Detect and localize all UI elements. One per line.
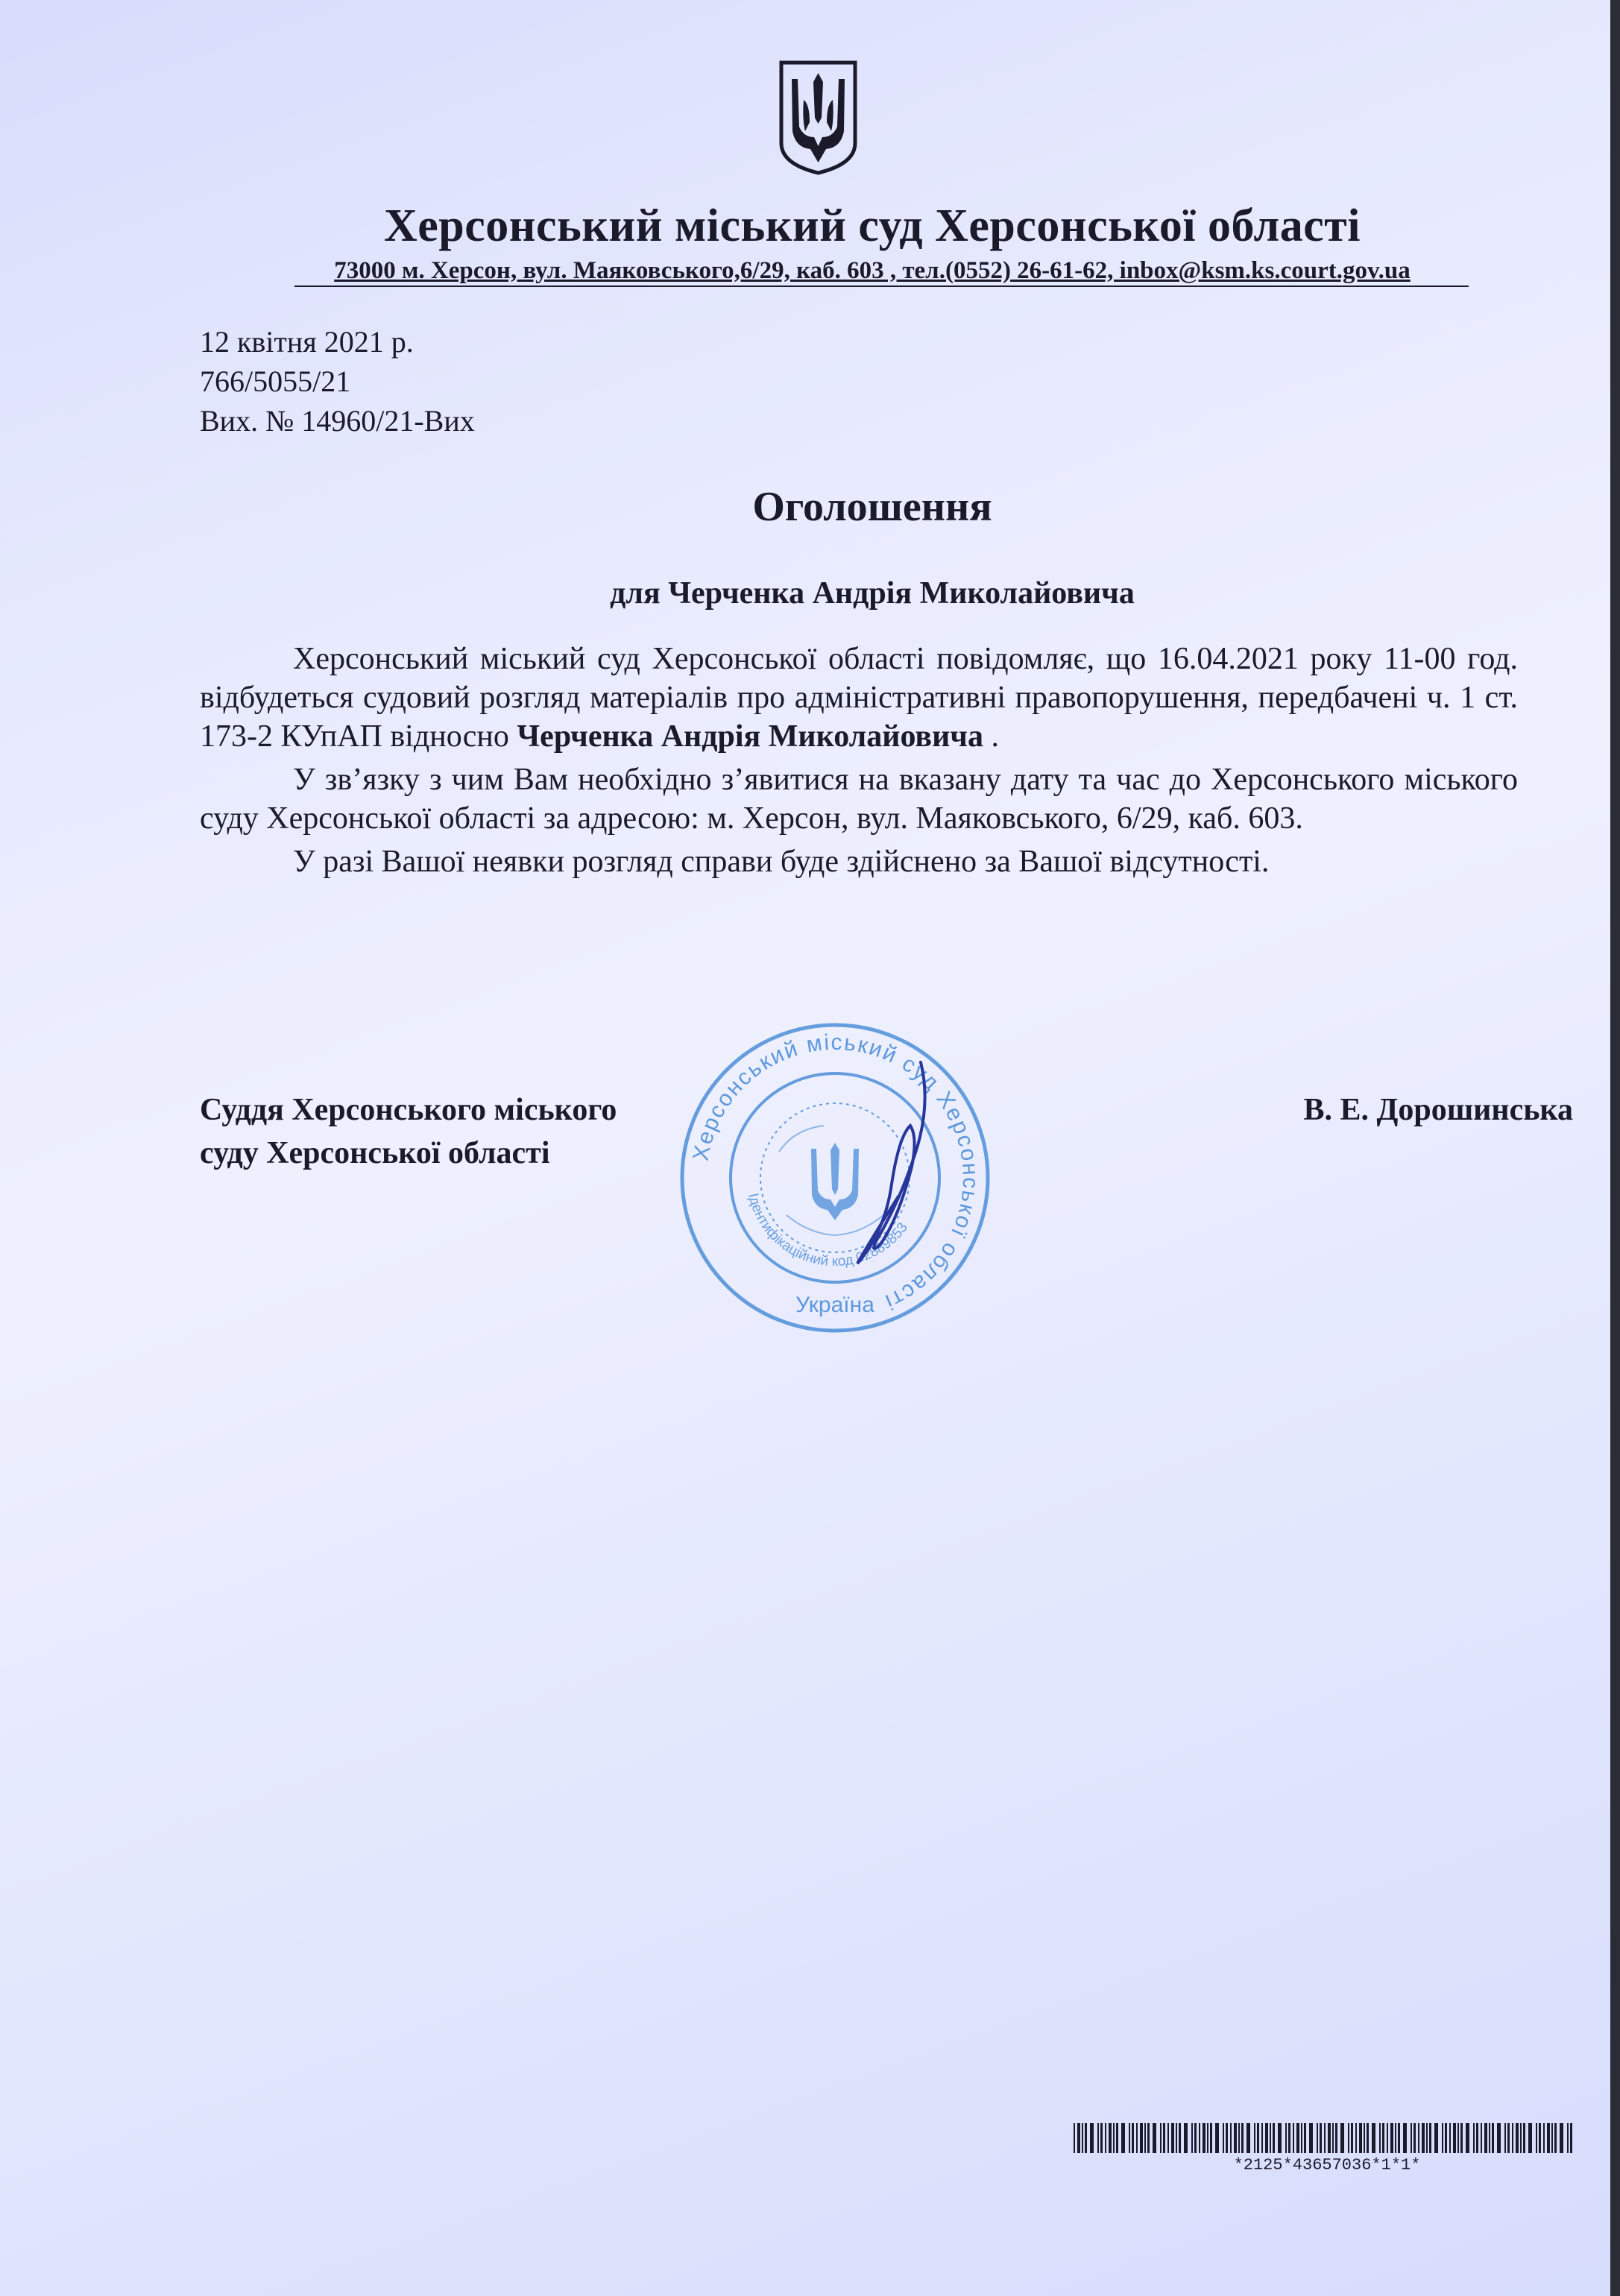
barcode-bar bbox=[1355, 2123, 1357, 2153]
barcode-bar bbox=[1320, 2123, 1322, 2153]
judge-position-line-2: суду Херсонської області bbox=[200, 1136, 550, 1170]
barcode-bar bbox=[1348, 2123, 1349, 2153]
barcode-bar bbox=[1449, 2123, 1451, 2153]
barcode-bar bbox=[1100, 2123, 1103, 2153]
barcode-bar bbox=[1296, 2123, 1299, 2153]
barcode-bar bbox=[1246, 2123, 1250, 2153]
barcode-bar bbox=[1097, 2123, 1099, 2153]
scan-edge bbox=[1610, 0, 1620, 2296]
barcode-bar bbox=[1379, 2123, 1381, 2153]
barcode-bar bbox=[1194, 2123, 1197, 2153]
barcode-bar bbox=[1234, 2123, 1237, 2153]
barcode-bar bbox=[1364, 2123, 1365, 2153]
seal-outer-text: Херсонський міський суд Херсонської області bbox=[688, 1029, 983, 1315]
barcode-bar bbox=[1257, 2123, 1259, 2153]
barcode-bar bbox=[1129, 2123, 1130, 2153]
barcode-bar bbox=[1136, 2123, 1138, 2153]
barcode-bar bbox=[1554, 2123, 1557, 2153]
barcode-bar bbox=[1359, 2123, 1362, 2153]
barcode-bar bbox=[1254, 2123, 1255, 2153]
notice-body bbox=[200, 640, 1518, 886]
barcode-bar bbox=[1395, 2123, 1396, 2153]
judge-position bbox=[200, 1088, 617, 1175]
barcode-bar bbox=[1476, 2123, 1478, 2153]
barcode-bar bbox=[1512, 2123, 1513, 2153]
barcode-bar bbox=[1567, 2123, 1569, 2153]
paragraph-1-name: Черченка Андрія Миколайовича bbox=[517, 719, 983, 754]
barcode-bar bbox=[1504, 2123, 1506, 2153]
barcode-bar bbox=[1367, 2123, 1369, 2153]
barcode-bar bbox=[1226, 2123, 1228, 2153]
barcode-bar bbox=[1285, 2123, 1287, 2153]
judge-name: В. Е. Дорошинська bbox=[1303, 1093, 1573, 1127]
barcode-bar bbox=[1351, 2123, 1353, 2153]
barcode-bar bbox=[1547, 2123, 1550, 2153]
barcode-bar bbox=[1153, 2123, 1156, 2153]
barcode-bar bbox=[1109, 2123, 1112, 2153]
barcode-bar bbox=[1426, 2123, 1428, 2153]
body-paragraph-1 bbox=[200, 640, 1518, 756]
barcode-bar bbox=[1085, 2123, 1087, 2153]
document-date: 12 квітня 2021 р. bbox=[200, 325, 414, 359]
barcode-bar bbox=[1132, 2123, 1134, 2153]
barcode-bar bbox=[1265, 2123, 1268, 2153]
barcode-bar bbox=[1481, 2123, 1482, 2153]
barcode-bar bbox=[1536, 2123, 1537, 2153]
barcode-bar bbox=[1429, 2123, 1431, 2153]
barcode-bar bbox=[1434, 2123, 1438, 2153]
barcode-bar bbox=[1551, 2123, 1553, 2153]
barcode-bar bbox=[1422, 2123, 1425, 2153]
barcode-bar bbox=[1090, 2123, 1094, 2153]
barcode-bar bbox=[1403, 2123, 1407, 2153]
header-divider bbox=[294, 286, 1469, 287]
outgoing-number: Вих. № 14960/21-Вих bbox=[200, 404, 475, 438]
barcode-bar bbox=[1301, 2123, 1302, 2153]
barcode-bar bbox=[1140, 2123, 1143, 2153]
barcode-bar bbox=[1304, 2123, 1306, 2153]
barcode-bar bbox=[1453, 2123, 1456, 2153]
seal-inner-code: Ідентифікаційний код 02889853 bbox=[745, 1191, 912, 1270]
paragraph-1-end: . bbox=[983, 719, 999, 754]
barcode-bar bbox=[1445, 2123, 1447, 2153]
barcode-bar bbox=[1523, 2123, 1525, 2153]
barcode-bar bbox=[1144, 2123, 1146, 2153]
barcode-bar bbox=[1516, 2123, 1519, 2153]
barcode-bar bbox=[1411, 2123, 1412, 2153]
barcode-bar bbox=[1191, 2123, 1193, 2153]
barcode-bar bbox=[1176, 2123, 1177, 2153]
barcode-bar bbox=[1293, 2123, 1294, 2153]
document-meta bbox=[200, 322, 475, 441]
barcode-bar bbox=[1082, 2123, 1083, 2153]
barcode-bar bbox=[1210, 2123, 1212, 2153]
barcode-bar bbox=[1332, 2123, 1334, 2153]
barcode-bar bbox=[1121, 2123, 1125, 2153]
barcode-bar bbox=[1398, 2123, 1400, 2153]
case-number: 766/5055/21 bbox=[200, 365, 351, 398]
barcode-bar bbox=[1278, 2123, 1282, 2153]
barcode-bar bbox=[1473, 2123, 1475, 2153]
notice-addressee: для Черченка Андрія Миколайовича bbox=[610, 576, 1135, 611]
barcode-bar bbox=[1309, 2123, 1313, 2153]
barcode-bar bbox=[1167, 2123, 1169, 2153]
barcode-bar bbox=[1497, 2123, 1501, 2153]
barcode-bar bbox=[1317, 2123, 1318, 2153]
barcode-bar bbox=[1387, 2123, 1388, 2153]
barcode-bar bbox=[1570, 2123, 1572, 2153]
barcode-bar bbox=[1147, 2123, 1150, 2153]
barcode-bar bbox=[1203, 2123, 1205, 2153]
judge-position-line-1: Суддя Херсонського міського bbox=[200, 1093, 617, 1127]
barcode-bar bbox=[1238, 2123, 1240, 2153]
barcode-bar bbox=[1460, 2123, 1463, 2153]
barcode-bar bbox=[1382, 2123, 1384, 2153]
barcode-bar bbox=[1418, 2123, 1419, 2153]
barcode-bar bbox=[1199, 2123, 1200, 2153]
barcode-bar bbox=[1074, 2123, 1075, 2153]
paragraph-1-text: Херсонський міський суд Херсонської області повідомляє, що 16.04.2021 року 11-00 год. відбудеться судовий розгляд матеріалів про адміністративні правопорушення, передбачені ч. 1 ст. 173-2 КУпАП відносно bbox=[200, 642, 1518, 754]
barcode-bar bbox=[1077, 2123, 1080, 2153]
barcode-bar bbox=[1328, 2123, 1331, 2153]
barcode-bar bbox=[1270, 2123, 1271, 2153]
barcode-bar bbox=[1179, 2123, 1181, 2153]
barcode-bar bbox=[1160, 2123, 1162, 2153]
barcode-bar bbox=[1288, 2123, 1290, 2153]
barcode-bar bbox=[1442, 2123, 1443, 2153]
court-seal-stamp bbox=[675, 1018, 995, 1338]
barcode-bar bbox=[1207, 2123, 1208, 2153]
document-barcode bbox=[1074, 2123, 1573, 2153]
barcode-bar bbox=[1163, 2123, 1165, 2153]
barcode-bar bbox=[1113, 2123, 1115, 2153]
body-paragraph-3: У разі Вашої неявки розгляд справи буде здійснено за Вашої відсутності. bbox=[293, 845, 1270, 879]
barcode-bar bbox=[1520, 2123, 1522, 2153]
barcode-bar bbox=[1489, 2123, 1490, 2153]
barcode-bar bbox=[1528, 2123, 1532, 2153]
barcode-bar bbox=[1484, 2123, 1487, 2153]
barcode-bar bbox=[1116, 2123, 1118, 2153]
barcode-bar bbox=[1324, 2123, 1326, 2153]
barcode-bar bbox=[1261, 2123, 1263, 2153]
barcode-bar bbox=[1543, 2123, 1545, 2153]
barcode-bar bbox=[1413, 2123, 1416, 2153]
barcode-bar bbox=[1230, 2123, 1232, 2153]
barcode-bar bbox=[1184, 2123, 1188, 2153]
barcode-bar bbox=[1372, 2123, 1375, 2153]
court-address-line: 73000 м. Херсон, вул. Маяковського,6/29, каб. 603 , тел.(0552) 26-61-62, inbox@ksm.ks.court.gov.ua bbox=[334, 257, 1411, 284]
seal-trident-icon bbox=[811, 1143, 859, 1220]
barcode-bar bbox=[1171, 2123, 1174, 2153]
barcode-bar bbox=[1335, 2123, 1337, 2153]
barcode-bar bbox=[1105, 2123, 1106, 2153]
barcode-bar bbox=[1457, 2123, 1459, 2153]
notice-title: Оголошення bbox=[752, 484, 992, 530]
barcode-bar bbox=[1466, 2123, 1469, 2153]
court-name-heading: Херсонський міський суд Херсонської області bbox=[384, 201, 1361, 251]
barcode-bar bbox=[1215, 2123, 1219, 2153]
barcode-number: *2125*43657036*1*1* bbox=[1233, 2156, 1421, 2174]
body-paragraph-2: У зв’язку з чим Вам необхідно з’явитися на вказану дату та час до Херсонського міського суду Херсонської області за адресою: м. Херсон, вул. Маяковського, 6/29, каб. 603. bbox=[200, 763, 1518, 836]
barcode-bar bbox=[1390, 2123, 1393, 2153]
seal-country: Україна bbox=[795, 1293, 874, 1317]
barcode-bar bbox=[1492, 2123, 1494, 2153]
trident-emblem-icon bbox=[775, 60, 861, 175]
barcode-bar bbox=[1560, 2123, 1563, 2153]
barcode-bar bbox=[1241, 2123, 1244, 2153]
barcode-bar bbox=[1539, 2123, 1541, 2153]
barcode-bar bbox=[1273, 2123, 1275, 2153]
barcode-bar bbox=[1340, 2123, 1344, 2153]
barcode-bar bbox=[1507, 2123, 1510, 2153]
barcode-bar bbox=[1223, 2123, 1224, 2153]
